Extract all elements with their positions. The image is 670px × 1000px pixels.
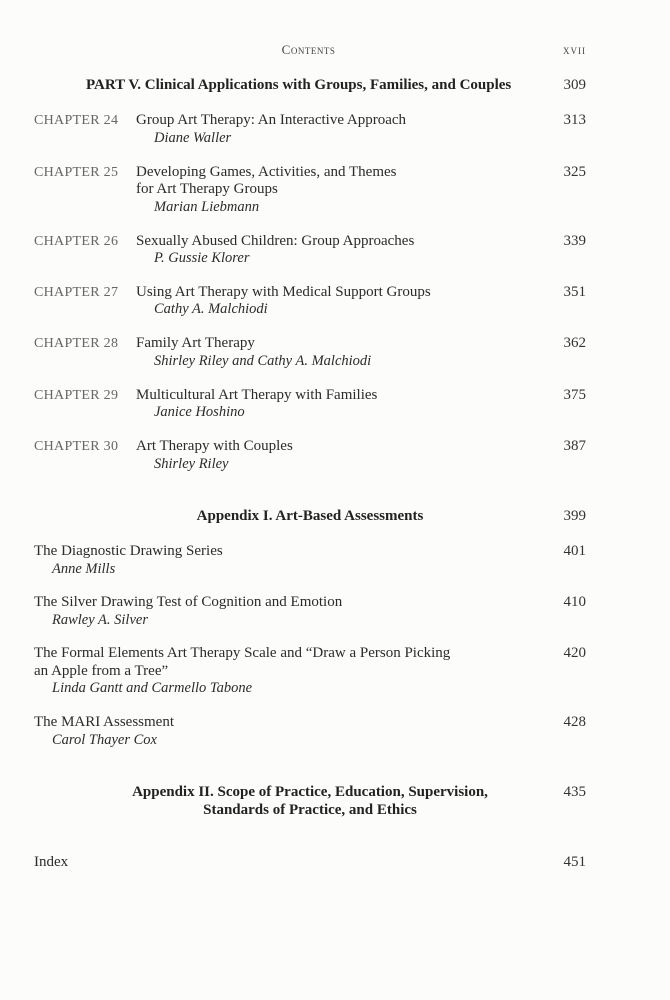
entry-author: Anne Mills [52,561,116,577]
chapter-label: CHAPTER 24 [34,113,119,128]
chapter-label: CHAPTER 25 [34,165,119,180]
chapter-title: Sexually Abused Children: Group Approaches [136,233,415,249]
part-title: PART V. Clinical Applications with Groups, Families, and Couples [86,77,512,93]
chapter-page-number: 313 [563,112,586,128]
running-header-title: Contents [281,42,336,57]
chapter-label: CHAPTER 30 [34,439,119,454]
entry-title: The MARI Assessment [34,714,174,730]
chapter-title-line-2: for Art Therapy Groups [136,181,278,197]
chapter-title: Family Art Therapy [136,335,255,351]
entry-page-number: 401 [563,543,586,559]
appendix-2-title-line-1: Appendix II. Scope of Practice, Education, Supervision, [132,784,488,800]
appendix-2-title-line-2: Standards of Practice, and Ethics [203,802,417,818]
chapter-page-number: 325 [563,164,586,180]
chapter-author: Marian Liebmann [154,199,260,215]
entry-page-number: 420 [563,645,586,661]
part-page-number: 309 [563,77,586,93]
index-page-number: 451 [563,854,586,870]
entry-title-line-2: an Apple from a Tree” [34,663,169,679]
chapter-title: Group Art Therapy: An Interactive Approach [136,112,407,128]
running-header-page-number: xvii [563,42,586,57]
chapter-label: CHAPTER 29 [34,388,119,403]
chapter-author: Shirley Riley and Cathy A. Malchiodi [154,353,372,369]
entry-title-line-1: The Formal Elements Art Therapy Scale and “Draw a Person Picking [34,645,451,661]
chapter-label: CHAPTER 27 [34,285,119,300]
appendix-1-page-number: 399 [563,508,586,524]
chapter-title: Art Therapy with Couples [136,438,293,454]
entry-title: The Diagnostic Drawing Series [34,543,223,559]
chapter-author: Shirley Riley [154,456,229,472]
chapter-title: Multicultural Art Therapy with Families [136,387,378,403]
entry-page-number: 428 [563,714,586,730]
appendix-2-page-number: 435 [563,784,586,800]
chapter-page-number: 339 [563,233,586,249]
chapter-label: CHAPTER 28 [34,336,119,351]
chapter-page-number: 387 [563,438,586,454]
chapter-label: CHAPTER 26 [34,234,119,249]
chapter-author: Diane Waller [154,130,232,146]
entry-author: Linda Gantt and Carmello Tabone [52,680,253,696]
chapter-author: P. Gussie Klorer [154,250,250,266]
entry-author: Rawley A. Silver [52,612,148,628]
entry-title: The Silver Drawing Test of Cognition and Emotion [34,594,343,610]
chapter-title: Using Art Therapy with Medical Support Groups [136,284,431,300]
entry-page-number: 410 [563,594,586,610]
chapter-author: Cathy A. Malchiodi [154,301,268,317]
chapter-page-number: 351 [563,284,586,300]
chapter-page-number: 362 [563,335,586,351]
index-label: Index [34,854,69,870]
chapter-page-number: 375 [563,387,586,403]
chapter-title-line-1: Developing Games, Activities, and Themes [136,164,397,180]
appendix-1-title: Appendix I. Art-Based Assessments [196,508,424,524]
entry-author: Carol Thayer Cox [52,732,157,748]
chapter-author: Janice Hoshino [154,404,245,420]
